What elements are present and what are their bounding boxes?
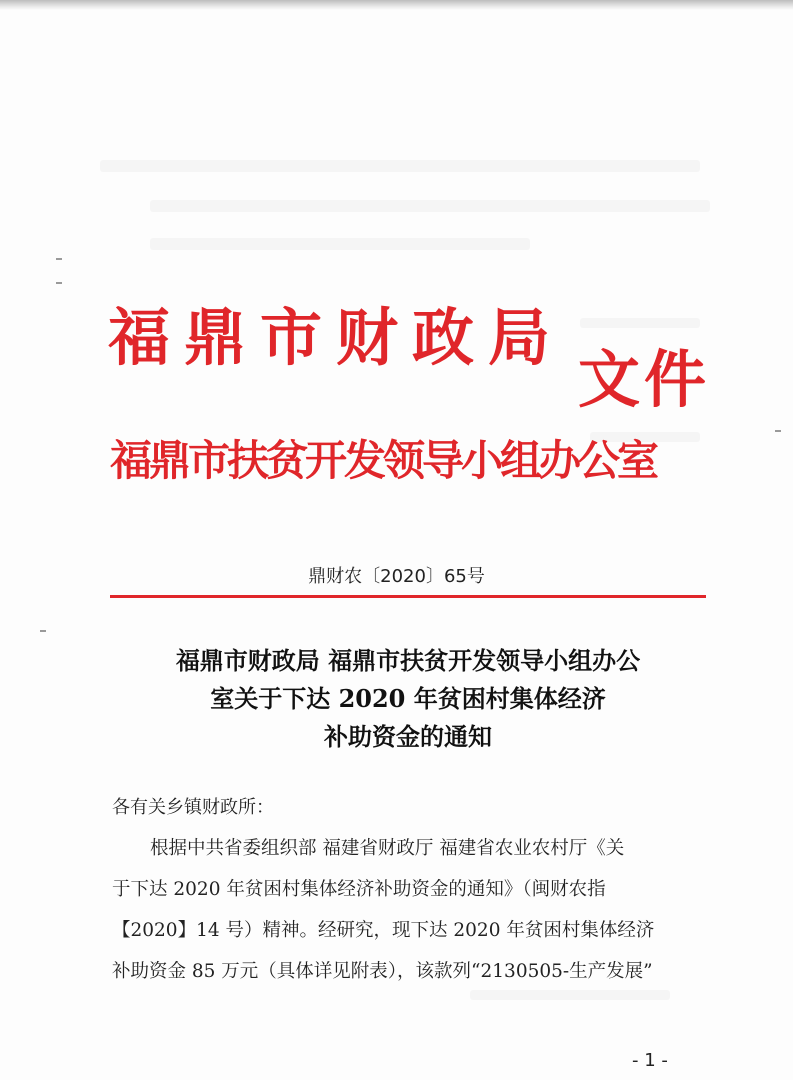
issuer-secondary: 福鼎市扶贫开发领导小组办公室: [110, 436, 657, 485]
bleed-through-mark: [150, 238, 530, 250]
body-line: 根据中共省委组织部 福建省财政厅 福建省农业农村厅《关: [150, 838, 625, 859]
document-number: 鼎财农〔2020〕65号: [308, 566, 485, 587]
scan-speck: [775, 430, 781, 432]
body-text: [112, 828, 702, 992]
title-line: 室关于下达 2020 年贫困村集体经济: [210, 684, 606, 713]
title-line: 福鼎市财政局 福鼎市扶贫开发领导小组办公: [175, 646, 641, 675]
red-divider: [110, 595, 706, 598]
scan-edge-shadow: [0, 0, 793, 10]
body-line: 补助资金 85 万元（具体详见附表），该款列“2130505-生产发展”: [112, 961, 653, 982]
bleed-through-mark: [150, 200, 710, 212]
scan-speck: [56, 282, 62, 284]
bleed-through-mark: [100, 160, 700, 172]
scan-speck: [40, 630, 46, 632]
issuer-primary: 福鼎市财政局: [108, 301, 565, 374]
body-line: 【2020】14 号）精神。经研究，现下达 2020 年贫困村集体经济: [112, 920, 655, 941]
bleed-through-mark: [580, 318, 700, 328]
document-type-label: 文件: [578, 343, 711, 416]
scan-speck: [56, 258, 62, 260]
body-line: 于下达 2020 年贫困村集体经济补助资金的通知》（闽财农指: [112, 879, 606, 900]
title-line: 补助资金的通知: [324, 722, 492, 751]
notice-title: [100, 642, 716, 756]
page-number: - 1 -: [632, 1050, 668, 1071]
salutation: 各有关乡镇财政所：: [112, 797, 274, 818]
